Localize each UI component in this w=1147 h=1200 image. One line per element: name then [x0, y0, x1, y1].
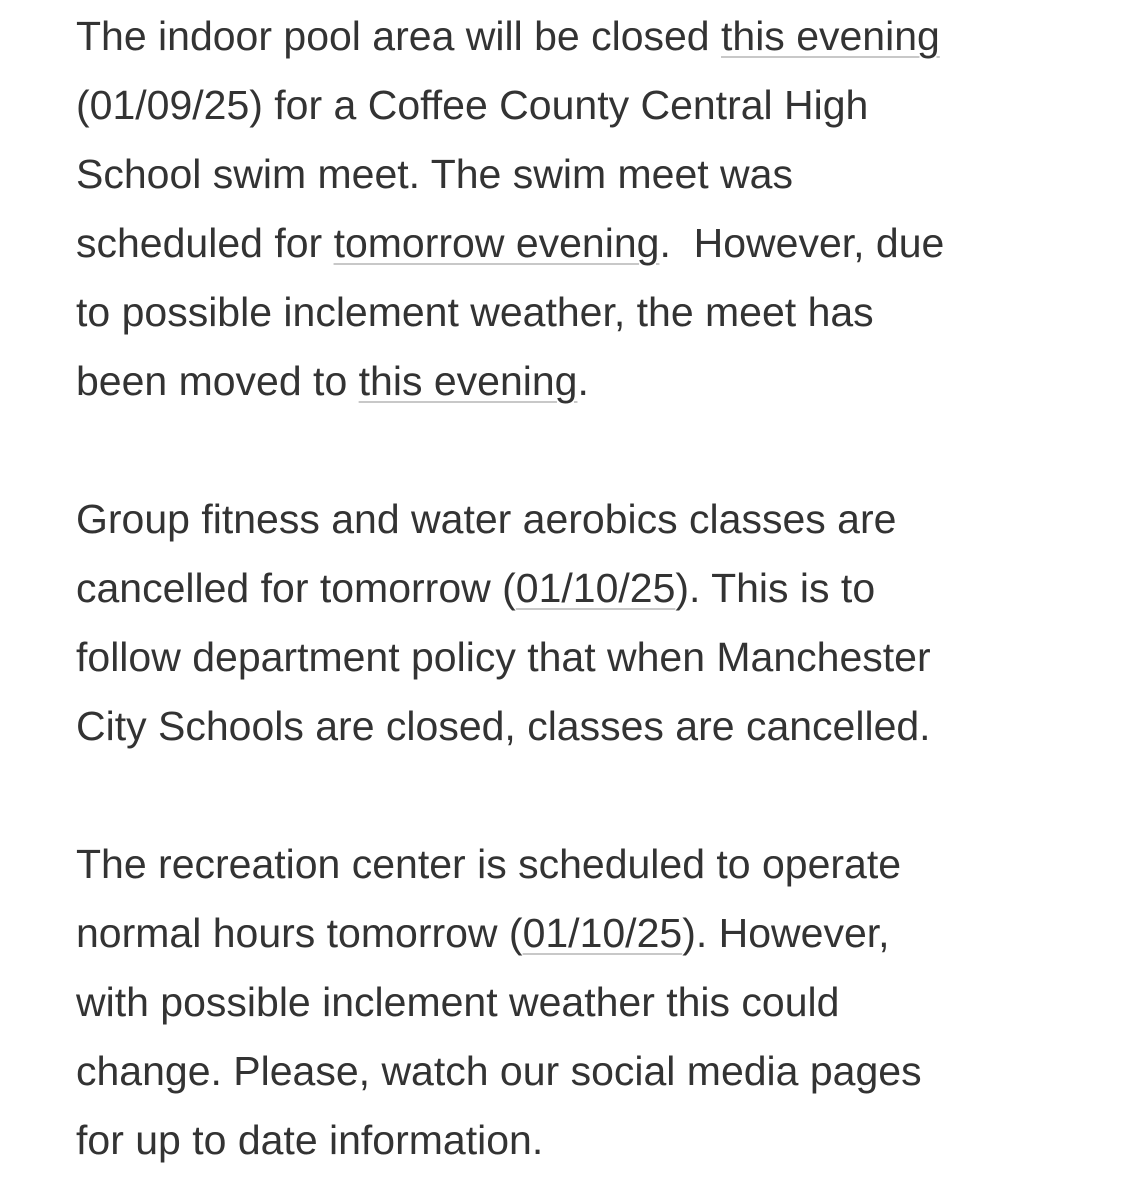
text-line: with possible inclement weather this could [76, 979, 840, 1025]
text-line: Group fitness and water aerobics classes are [76, 496, 897, 542]
text-line: The indoor pool area will be closed this evening [76, 13, 940, 59]
text-line: to possible inclement weather, the meet has [76, 289, 874, 335]
text-line: follow department policy that when Manchester [76, 634, 931, 680]
text-line: School swim meet. The swim meet was [76, 151, 793, 197]
text-line: been moved to this evening. [76, 358, 589, 404]
text-line: scheduled for tomorrow evening. However, due [76, 220, 945, 266]
note-body[interactable] [76, 2, 1076, 1175]
text-line: normal hours tomorrow (01/10/25). However, [76, 910, 890, 956]
date-link-01-10-25[interactable]: 01/10/25 [522, 910, 683, 956]
date-link-this-evening[interactable]: this evening [721, 13, 940, 59]
date-link-this-evening[interactable]: this evening [358, 358, 578, 404]
paragraph-classes-cancelled [76, 485, 1076, 761]
date-link-tomorrow-evening[interactable]: tomorrow evening [333, 220, 660, 266]
text-line: The recreation center is scheduled to operate [76, 841, 902, 887]
text-line: (01/09/25) for a Coffee County Central High [76, 82, 869, 128]
text-line: cancelled for tomorrow (01/10/25). This is to [76, 565, 876, 611]
text-line: for up to date information. [76, 1117, 544, 1163]
text-line: change. Please, watch our social media pages [76, 1048, 922, 1094]
text-line: City Schools are closed, classes are cancelled. [76, 703, 931, 749]
paragraph-rec-center-hours [76, 830, 1076, 1175]
date-link-01-10-25[interactable]: 01/10/25 [515, 565, 676, 611]
paragraph-pool-closure [76, 2, 1076, 416]
